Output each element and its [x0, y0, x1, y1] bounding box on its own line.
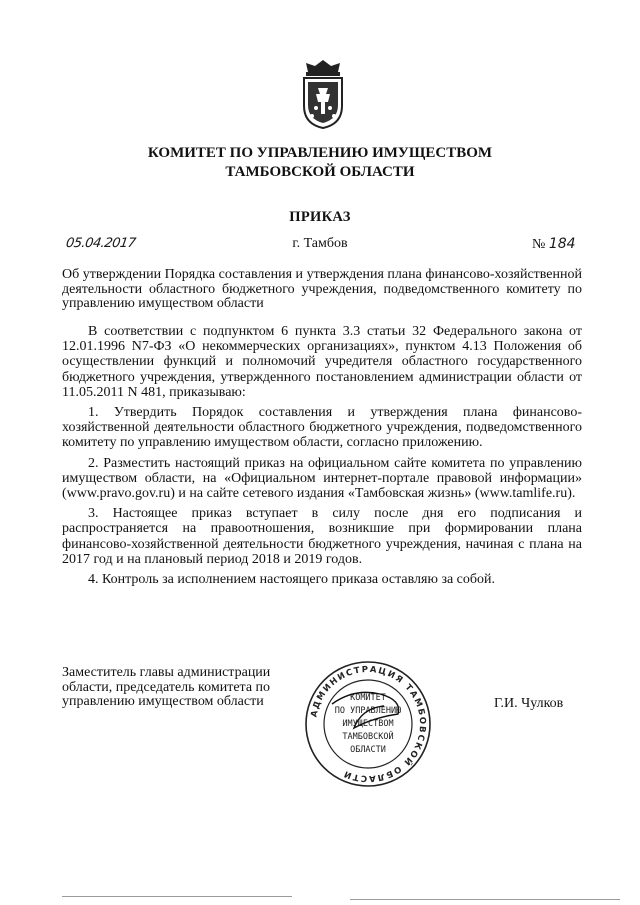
coat-of-arms-icon — [296, 58, 350, 130]
body-paragraph: В соответствии с подпунктом 6 пункта 3.3 статьи 32 Федерального закона от 12.01.1996 N7-ФЗ «О некоммерческих организациях», пунктом 4.13 Положения об осуществлении функций и полномочий учредителя областного государственного бюджетного учреждения, утвержденного постановлением администрации области от 11.05.2011 N 481, приказываю: — [62, 324, 582, 400]
stamp-line: ПО УПРАВЛЕНИЮ — [334, 706, 402, 716]
stamp-ring-text: АДМИНИСТРАЦИЯ ТАМБОВСКОЙ ОБЛАСТИ — [309, 664, 428, 784]
document-body — [62, 324, 582, 592]
org-name-line1: КОМИТЕТ ПО УПРАВЛЕНИЮ ИМУЩЕСТВОМ — [147, 145, 493, 161]
number-value: 184 — [548, 236, 576, 252]
signer-position-line: области, председатель комитета по — [62, 679, 271, 695]
document-date: 05.04.2017 — [64, 236, 137, 251]
number-prefix: № — [532, 237, 546, 252]
org-name-line2: ТАМБОВСКОЙ ОБЛАСТИ — [225, 164, 415, 180]
signer-position — [62, 666, 292, 710]
body-paragraph: 2. Разместить настоящий приказ на официальном сайте комитета по управлению имуществом области, на «Официальном интернет-портале правовой информации» (www.pravo.gov.ru) и на сайте сетевого издания «Тамбовская жизнь» (www.tamlife.ru). — [62, 455, 582, 502]
scan-edge-line — [62, 896, 292, 897]
signer-position-line: Заместитель главы администрации — [62, 665, 271, 680]
body-paragraph: 1. Утвердить Порядок составления и утверждения плана финансово-хозяйственной деятельности областного бюджетного учреждения, подведомственного комитету по управлению имуществом области, согласно приложению. — [62, 405, 582, 451]
stamp-line: ОБЛАСТИ — [350, 745, 386, 755]
signer-position-line: управлению имуществом области — [62, 694, 264, 709]
official-stamp — [302, 658, 434, 790]
body-paragraph: 4. Контроль за исполнением настоящего приказа оставляю за собой. — [88, 572, 496, 588]
body-paragraph: 3. Настоящее приказ вступает в силу после дня его подписания и распространяется на правоотношения, возникшие при формировании плана финансово-хозяйственной деятельности бюджетного учреждения, начиная с плана на 2017 год и на плановый период 2018 и 2019 годов. — [62, 506, 582, 567]
stamp-line: КОМИТЕТ — [350, 693, 386, 703]
signer-name: Г.И. Чулков — [494, 696, 564, 711]
document-type: ПРИКАЗ — [289, 209, 351, 225]
document-subject: Об утверждении Порядка составления и утверждения плана финансово-хозяйственной деятельности областного бюджетного учреждения, подведомственного комитету по управлению имуществом области — [62, 267, 582, 311]
scan-edge-line — [350, 899, 620, 900]
document-city: г. Тамбов — [292, 236, 348, 251]
stamp-line: ТАМБОВСКОЙ — [342, 732, 394, 742]
stamp-line: ИМУЩЕСТВОМ — [342, 719, 394, 729]
document-number — [532, 236, 576, 253]
